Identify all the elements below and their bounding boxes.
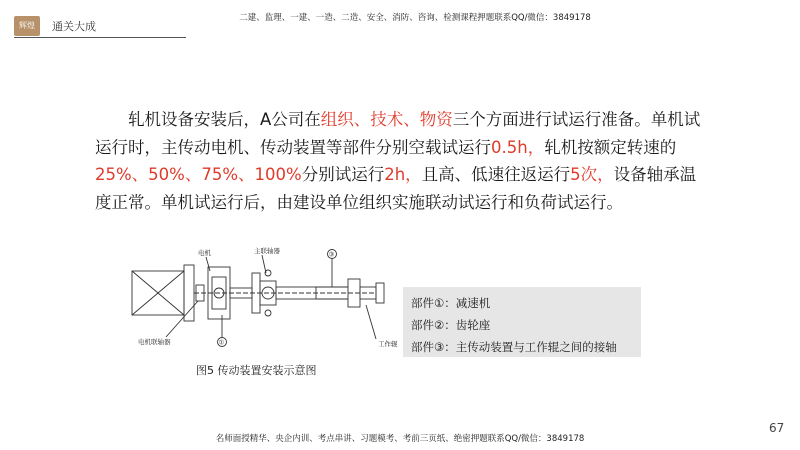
brand-name: 通关大成 [52, 20, 96, 33]
para-highlight-2: 0.5h， [491, 137, 545, 157]
para-seg-1: 轧机设备安装后，A公司在 [128, 110, 321, 129]
parts-legend [403, 287, 641, 357]
part-3-description: 部件③：主传动装置与工作辊之间的接轴 [411, 340, 617, 354]
top-banner: 二建、监理、一建、一造、二造、安全、消防、咨询、检测课程押题联系QQ/微信：3849178 [239, 13, 591, 23]
label-main-coupling: 主联轴器 [254, 247, 280, 255]
page-number: 67 [769, 421, 785, 435]
figure-caption: 图5 传动装置安装示意图 [196, 364, 317, 377]
para-seg-4: 分别试运行 [301, 165, 385, 184]
para-seg-3: 轧机按额定转速的 [544, 137, 677, 157]
header-divider [14, 37, 186, 38]
label-motor-coupling: 电机联轴器 [138, 338, 171, 346]
drive-installation-diagram [126, 243, 406, 351]
brand-logo-text: 辉煌 [19, 21, 35, 30]
label-motor: 电机 [198, 249, 211, 257]
motor-flange [184, 265, 194, 321]
para-seg-6: 设备轴承温度正常。单机试运行后，由建设单位组织实施联动试运行和负荷试运行。 [95, 165, 697, 212]
part-2-description: 部件②：齿轮座 [411, 318, 491, 332]
label-work-roll: 工作辊 [378, 340, 398, 348]
part-1-description: 部件①：减速机 [411, 296, 491, 310]
case-paragraph [95, 106, 705, 216]
label-part1: ① [218, 338, 225, 347]
para-seg-2: 三个方面进行试运行准备。单机试运行时，主传动电机、传动装置等部件分别空载试运行 [95, 110, 701, 157]
para-highlight-5: 5次， [570, 165, 614, 184]
para-highlight-4: 2h， [384, 165, 422, 184]
label-part3: ③ [328, 250, 335, 259]
para-seg-5: 且高、低速往返运行 [421, 165, 571, 184]
footer-banner: 名师面授精华、央企内训、考点串讲、习题模考、考前三页纸、绝密押题联系QQ/微信：3849178 [215, 434, 585, 444]
para-highlight-3: 25%、50%、75%、100% [95, 165, 302, 184]
para-highlight-1: 组织、技术、物资 [320, 110, 453, 129]
